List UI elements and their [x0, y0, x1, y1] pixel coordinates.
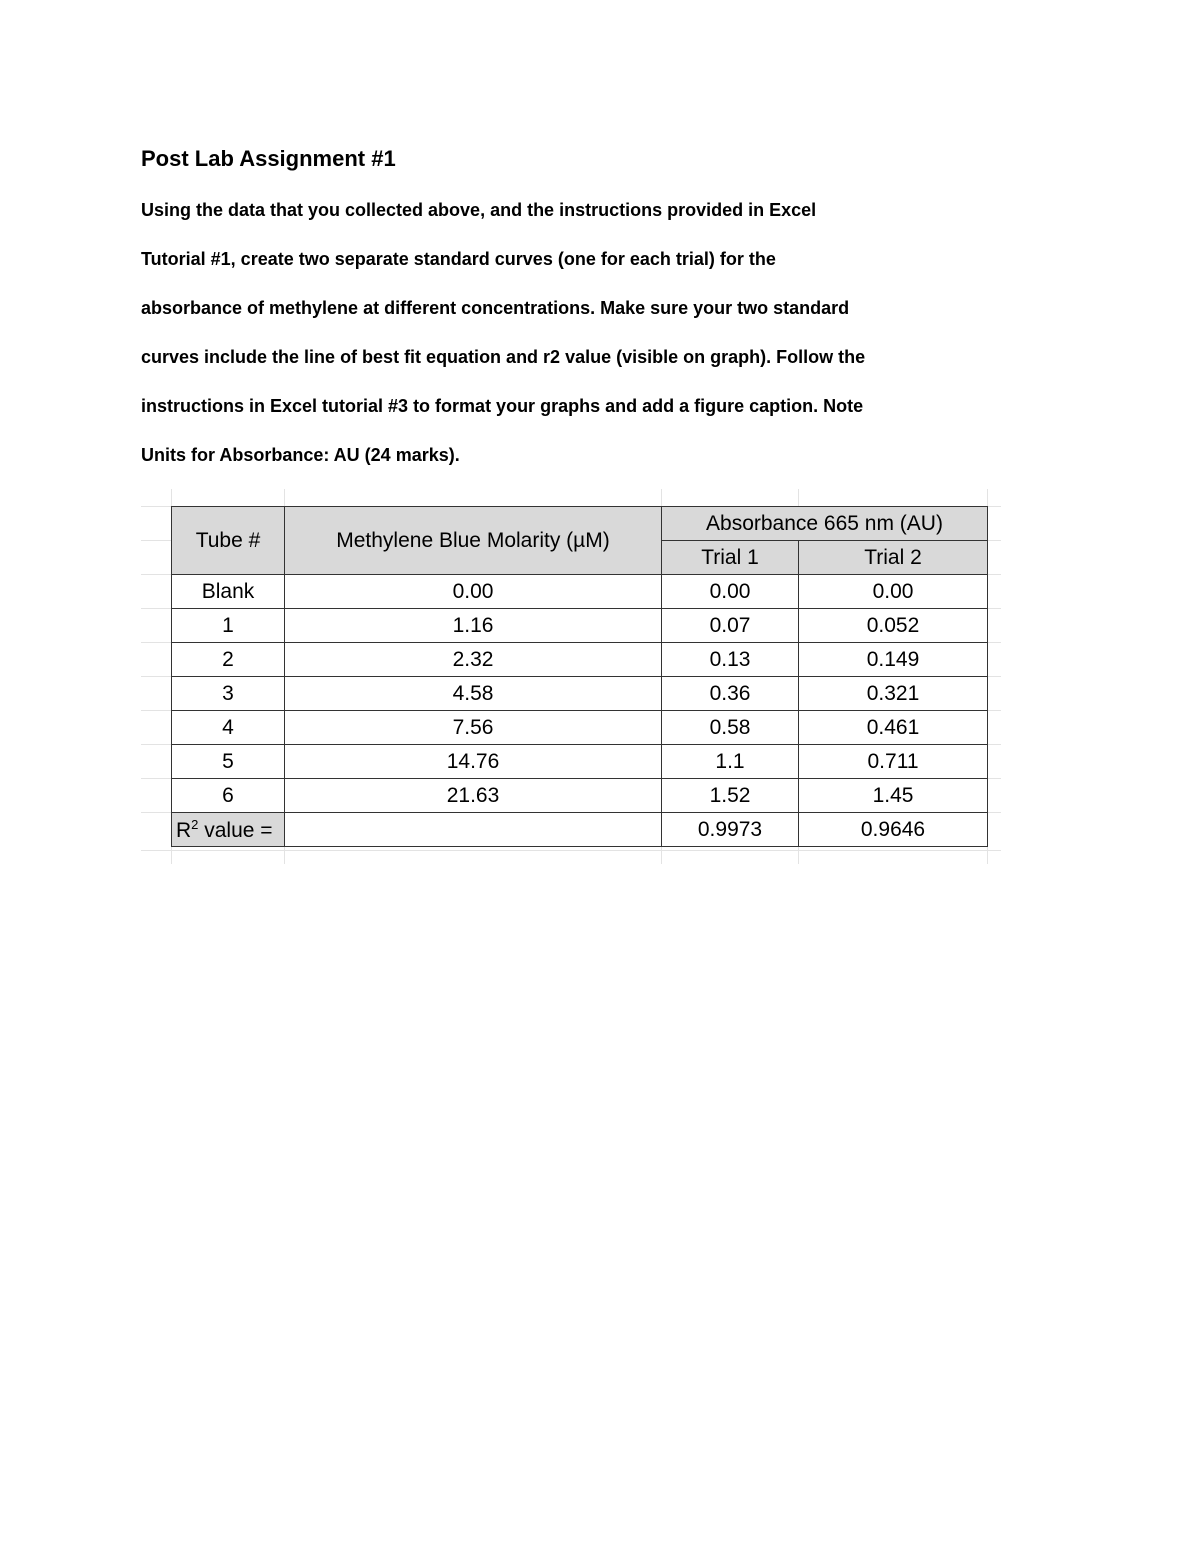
cell-tube: 6 — [172, 779, 285, 813]
cell-tube: 5 — [172, 745, 285, 779]
cell-trial-2: 0.711 — [799, 745, 988, 779]
cell-molarity: 4.58 — [285, 677, 662, 711]
cell-trial-2: 0.00 — [799, 575, 988, 609]
r-squared-label-r: R — [176, 818, 192, 842]
cell-trial-1: 1.52 — [662, 779, 799, 813]
absorbance-table — [171, 506, 988, 847]
cell-tube: 2 — [172, 643, 285, 677]
cell-molarity: 14.76 — [285, 745, 662, 779]
table-row — [172, 711, 988, 745]
cell-trial-1: 0.07 — [662, 609, 799, 643]
r-squared-row — [172, 813, 988, 847]
header-absorbance: Absorbance 665 nm (AU) — [662, 507, 988, 541]
table-row — [172, 609, 988, 643]
cell-tube: Blank — [172, 575, 285, 609]
cell-trial-1: 0.13 — [662, 643, 799, 677]
header-tube: Tube # — [172, 507, 285, 575]
table-row — [172, 745, 988, 779]
cell-trial-2: 0.052 — [799, 609, 988, 643]
r-squared-trial-2: 0.9646 — [799, 813, 988, 847]
instruction-line: Units for Absorbance: AU (24 marks). — [141, 445, 460, 465]
cell-tube: 4 — [172, 711, 285, 745]
cell-molarity: 7.56 — [285, 711, 662, 745]
header-trial-1: Trial 1 — [662, 541, 799, 575]
cell-trial-1: 1.1 — [662, 745, 799, 779]
cell-molarity: 21.63 — [285, 779, 662, 813]
cell-molarity: 2.32 — [285, 643, 662, 677]
page-title: Post Lab Assignment #1 — [141, 146, 396, 171]
cell-trial-2: 0.461 — [799, 711, 988, 745]
cell-trial-2: 1.45 — [799, 779, 988, 813]
cell-trial-2: 0.321 — [799, 677, 988, 711]
table-row — [172, 643, 988, 677]
table-row — [172, 575, 988, 609]
cell-molarity — [285, 813, 662, 847]
r-squared-label-exponent: 2 — [191, 816, 199, 832]
assignment-instructions — [141, 193, 1041, 487]
header-molarity: Methylene Blue Molarity (µM) — [285, 507, 662, 575]
instruction-line: absorbance of methylene at different concentrations. Make sure your two standard — [141, 298, 850, 318]
instruction-line: instructions in Excel tutorial #3 to format your graphs and add a figure caption. Note — [141, 396, 864, 416]
r-squared-label-text: value = — [198, 818, 273, 842]
cell-trial-1: 0.36 — [662, 677, 799, 711]
r-squared-trial-1: 0.9973 — [662, 813, 799, 847]
table-row — [172, 779, 988, 813]
cell-trial-2: 0.149 — [799, 643, 988, 677]
cell-tube: 1 — [172, 609, 285, 643]
table-row — [172, 677, 988, 711]
gridline — [141, 850, 1001, 851]
cell-molarity: 1.16 — [285, 609, 662, 643]
instruction-line: Using the data that you collected above, and the instructions provided in Excel — [141, 200, 817, 220]
cell-tube: 3 — [172, 677, 285, 711]
r-squared-label — [172, 813, 285, 847]
instruction-line: Tutorial #1, create two separate standard curves (one for each trial) for the — [141, 249, 776, 269]
cell-trial-1: 0.58 — [662, 711, 799, 745]
cell-molarity: 0.00 — [285, 575, 662, 609]
header-trial-2: Trial 2 — [799, 541, 988, 575]
instruction-line: curves include the line of best fit equation and r2 value (visible on graph). Follow the — [141, 347, 866, 367]
cell-trial-1: 0.00 — [662, 575, 799, 609]
spreadsheet-snippet — [141, 489, 1001, 864]
